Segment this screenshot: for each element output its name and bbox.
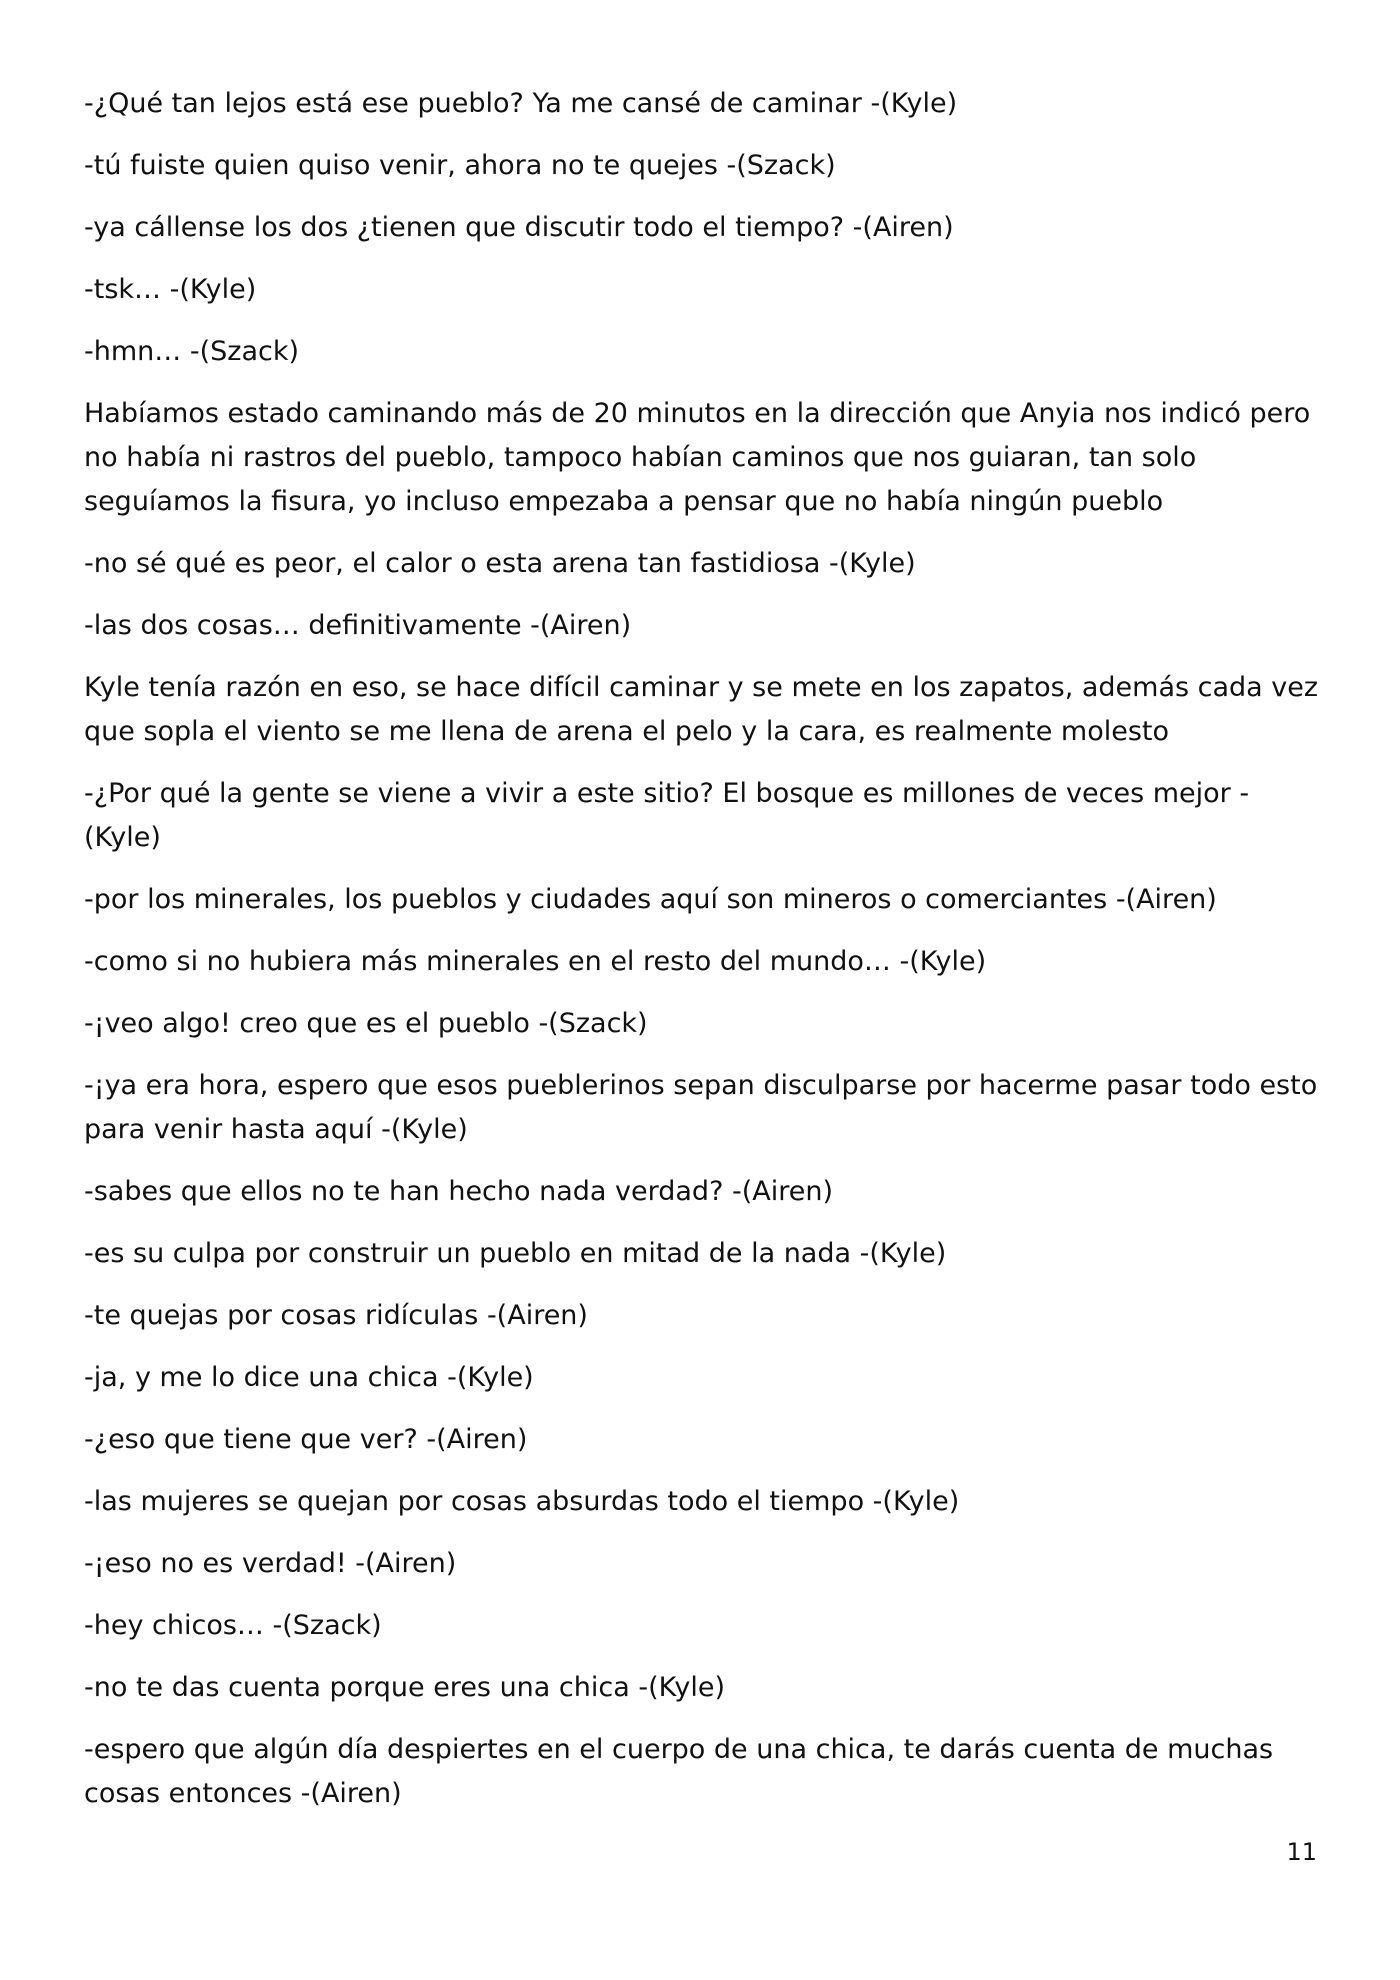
dialogue-line: -¡ya era hora, espero que esos pueblerinos sepan disculparse por hacerme pasar todo esto para venir hasta aquí -(Kyle) bbox=[84, 1070, 1318, 1145]
dialogue-line: -¿Por qué la gente se viene a vivir a este sitio? El bosque es millones de veces mejor -(Kyle) bbox=[84, 778, 1250, 853]
dialogue-line: -las mujeres se quejan por cosas absurdas todo el tiempo -(Kyle) bbox=[84, 1486, 960, 1517]
dialogue-line: -es su culpa por construir un pueblo en mitad de la nada -(Kyle) bbox=[84, 1238, 947, 1269]
dialogue-line: -ya cállense los dos ¿tienen que discutir todo el tiempo? -(Airen) bbox=[84, 212, 954, 243]
dialogue-line: -hey chicos… -(Szack) bbox=[84, 1610, 382, 1641]
dialogue-line: -te quejas por cosas ridículas -(Airen) bbox=[84, 1300, 588, 1331]
narrative-paragraph: Kyle tenía razón en eso, se hace difícil caminar y se mete en los zapatos, además cada vez que sopla el viento se me llena de arena el pelo y la cara, es realmente molesto bbox=[84, 672, 1319, 747]
page-number: 11 bbox=[1286, 1838, 1317, 1866]
page-body bbox=[84, 82, 1324, 1834]
dialogue-line: -tsk… -(Kyle) bbox=[84, 274, 257, 305]
dialogue-line: -sabes que ellos no te han hecho nada verdad? -(Airen) bbox=[84, 1176, 833, 1207]
dialogue-line: -¡veo algo! creo que es el pueblo -(Szack) bbox=[84, 1008, 648, 1039]
dialogue-line: -por los minerales, los pueblos y ciudades aquí son mineros o comerciantes -(Airen) bbox=[84, 884, 1217, 915]
dialogue-line: -¡eso no es verdad! -(Airen) bbox=[84, 1548, 457, 1579]
dialogue-line: -las dos cosas… definitivamente -(Airen) bbox=[84, 610, 632, 641]
dialogue-line: -no sé qué es peor, el calor o esta arena tan fastidiosa -(Kyle) bbox=[84, 548, 916, 579]
dialogue-line: -tú fuiste quien quiso venir, ahora no te quejes -(Szack) bbox=[84, 150, 836, 181]
dialogue-line: -hmn… -(Szack) bbox=[84, 336, 299, 367]
dialogue-line: -no te das cuenta porque eres una chica -(Kyle) bbox=[84, 1672, 725, 1703]
dialogue-line: -¿eso que tiene que ver? -(Airen) bbox=[84, 1424, 528, 1455]
dialogue-line: -ja, y me lo dice una chica -(Kyle) bbox=[84, 1362, 534, 1393]
narrative-paragraph: Habíamos estado caminando más de 20 minutos en la dirección que Anyia nos indicó pero no había ni rastros del pueblo, tampoco habían caminos que nos guiaran, tan solo seguíamos la fisura, yo incluso empezaba a pensar que no había ningún pueblo bbox=[84, 398, 1311, 517]
dialogue-line: -¿Qué tan lejos está ese pueblo? Ya me cansé de caminar -(Kyle) bbox=[84, 88, 958, 119]
dialogue-line: -espero que algún día despiertes en el cuerpo de una chica, te darás cuenta de muchas cosas entonces -(Airen) bbox=[84, 1734, 1274, 1809]
dialogue-line: -como si no hubiera más minerales en el resto del mundo… -(Kyle) bbox=[84, 946, 987, 977]
